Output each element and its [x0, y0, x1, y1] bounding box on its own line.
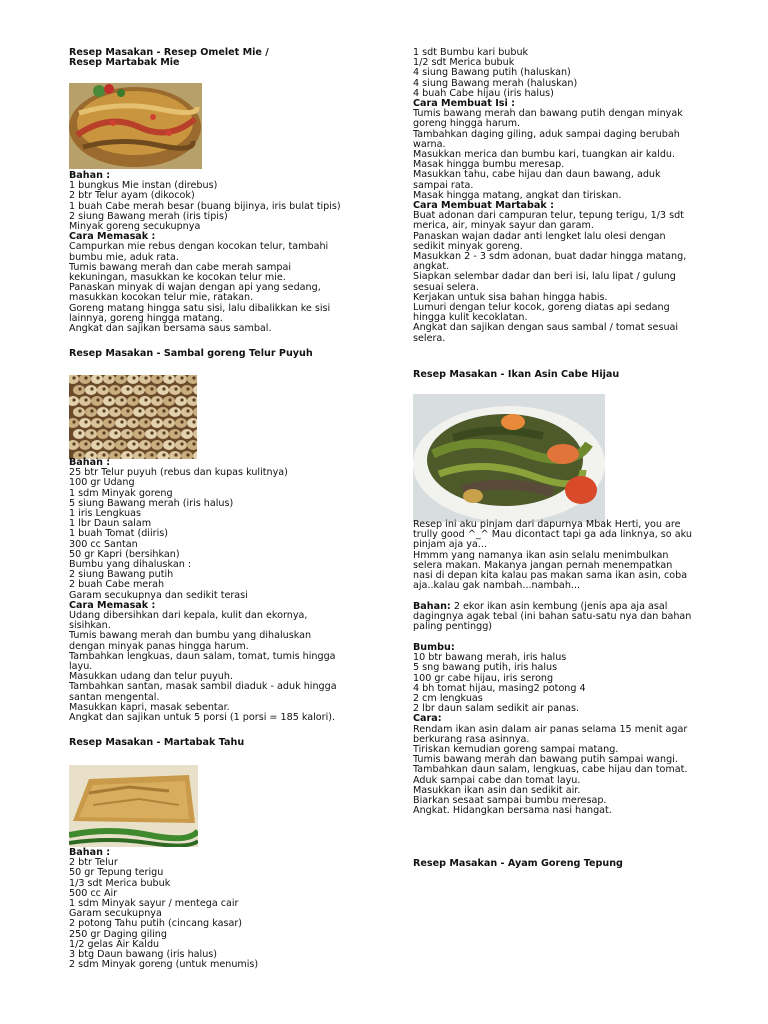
heading-text: Cara: — [413, 713, 442, 725]
line-text: Udang dibersihkan dari kepala, kulit dan ekornya, — [69, 610, 308, 622]
heading-text: Bumbu: — [413, 642, 455, 653]
line-text: 1/3 sdt Merica bubuk — [69, 877, 171, 889]
line-text: 3 btg Daun bawang (iris halus) — [69, 949, 218, 961]
line-text: masukkan kocokan telur mie, ratakan. — [69, 292, 254, 304]
line-text: 50 gr Tepung terigu — [69, 867, 164, 879]
line-text: warna. — [413, 138, 446, 150]
line-text: Aduk sampai cabe dan tomat layu. — [413, 774, 581, 786]
recipe-title: Resep Masakan - Ayam Goreng Tepung — [413, 858, 623, 869]
line-text: 2 btr Telur — [69, 857, 118, 869]
line-text: selera makan. Makanya jangan pernah menempatkan — [413, 559, 673, 571]
quail-eggs-photo — [69, 375, 197, 459]
line-text: 1 sdm Minyak goreng — [69, 487, 173, 499]
line-text: dengan minyak panas hingga harum. — [69, 640, 249, 652]
line-text: 1 bungkus Mie instan (direbus) — [69, 180, 218, 192]
line-text: goreng hingga harum. — [413, 118, 521, 130]
line-text: sesuai selera. — [413, 281, 479, 293]
line-text: 4 buah Cabe hijau (iris halus) — [413, 87, 554, 99]
sambal-title — [69, 349, 369, 359]
recipe-title: Resep Masakan - Resep Omelet Mie / — [69, 47, 269, 58]
line-text: lainnya, goreng hingga matang. — [69, 312, 223, 324]
sambal-body — [69, 458, 369, 723]
line-text: Tambahkan santan, masak sambil diaduk - aduk hingga — [69, 681, 337, 693]
line-text: Panaskan wajan dadar anti lengket lalu olesi dengan — [413, 230, 666, 242]
ikan-bumbu — [413, 643, 713, 816]
line-text: trully good ^_^ Mau dicontact tapi ga ada linknya, so aku — [413, 529, 692, 541]
recipe-line — [413, 130, 713, 140]
ayam-title — [413, 859, 713, 869]
line-text: 2 siung Bawang merah (iris tipis) — [69, 210, 228, 222]
ikan-bahan — [413, 602, 713, 633]
ikan-title — [413, 370, 713, 380]
line-text: santan mengental. — [69, 691, 160, 703]
heading-text: Cara Membuat Isi : — [413, 98, 515, 110]
line-text: 4 siung Bawang putih (haluskan) — [413, 67, 571, 79]
line-text: pinjam aja ya... — [413, 539, 487, 551]
line-text: 2 ekor ikan asin kembung (jenis apa aja asal — [450, 601, 668, 612]
line-text: Lumuri dengan telur kocok, goreng diatas api sedang — [413, 302, 670, 314]
heading-text: Cara Memasak : — [69, 231, 156, 243]
recipe-line — [69, 611, 369, 621]
line-text: Masukkan udang dan telur puyuh. — [69, 671, 234, 683]
line-text: Minyak goreng secukupnya — [69, 221, 201, 233]
heading-text: Bahan : — [69, 847, 111, 858]
line-text: Masak hingga bumbu meresap. — [413, 159, 565, 171]
line-text: 5 siung Bawang merah (iris halus) — [69, 497, 234, 509]
line-text: Goreng matang hingga satu sisi, lalu dibalikkan ke sisi — [69, 302, 331, 314]
line-text: 1/2 sdt Merica bubuk — [413, 57, 515, 69]
recipe-title: Resep Martabak Mie — [69, 57, 180, 69]
line-text: 500 cc Air — [69, 887, 118, 899]
recipe-line — [413, 581, 713, 591]
line-text: angkat. — [413, 261, 450, 273]
line-text: merica, air, minyak sayur dan garam. — [413, 220, 594, 232]
recipe-line — [413, 806, 713, 816]
line-text: Campurkan mie rebus dengan kocokan telur, tambahi — [69, 241, 329, 253]
recipe-line — [413, 334, 713, 344]
line-text: 1 sdt Bumbu kari bubuk — [413, 47, 529, 58]
line-text: Hmmm yang namanya ikan asin selalu menimbulkan — [413, 549, 669, 561]
line-text: Masukkan 2 - 3 sdm adonan, buat dadar hingga matang, — [413, 251, 687, 263]
line-text: Masukkan ikan asin dan sedikit air. — [413, 784, 581, 796]
line-text: Garam secukupnya dan sedikit terasi — [69, 589, 248, 601]
line-text: Siapkan selembar dadar dan beri isi, lalu lipat / gulung — [413, 271, 676, 283]
line-text: 1/2 gelas Air Kaldu — [69, 938, 160, 950]
line-text: Angkat. Hidangkan bersama nasi hangat. — [413, 805, 612, 817]
line-text: Tiriskan kemudian goreng sampai matang. — [413, 744, 619, 756]
ikan-asin-photo — [413, 394, 605, 522]
recipe-title: Resep Masakan - Sambal goreng Telur Puyuh — [69, 348, 313, 359]
line-text: kekuningan, masukkan ke kocokan telur mie. — [69, 272, 286, 284]
line-text: sedikit minyak goreng. — [413, 240, 523, 252]
line-text: 2 sdm Minyak goreng (untuk menumis) — [69, 959, 259, 971]
line-text: Masukkan kapri, masak sebentar. — [69, 701, 230, 713]
line-text: 1 buah Tomat (diiris) — [69, 528, 168, 540]
heading-text: Bahan : — [69, 457, 111, 468]
line-text: 1 lbr Daun salam — [69, 518, 152, 530]
line-text: Masak hingga matang, angkat dan tiriskan. — [413, 189, 622, 201]
line-text: Rendam ikan asin dalam air panas selama 15 menit agar — [413, 723, 688, 735]
line-text: Masukkan merica dan bumbu kari, tuangkan air kaldu. — [413, 149, 676, 161]
recipe-line — [413, 622, 713, 632]
line-text: Angkat dan sajikan dengan saus sambal / tomat sesuai — [413, 322, 679, 334]
line-text: 2 lbr daun salam sedikit air panas. — [413, 703, 580, 715]
line-text: 4 siung Bawang merah (haluskan) — [413, 77, 578, 89]
line-text: Tumis bawang merah dan cabe merah sampai — [69, 261, 292, 273]
recipe-line — [69, 652, 369, 662]
omelet-body — [69, 171, 369, 334]
recipe-line — [69, 960, 369, 970]
line-text: 300 cc Santan — [69, 538, 138, 550]
line-text: Resep ini aku pinjam dari dapurnya Mbak Herti, you are — [413, 519, 681, 530]
line-text: nasi di depan kita kalau pas makan sama ikan asin, coba — [413, 570, 688, 582]
ikan-intro — [413, 520, 713, 591]
line-text: 5 sng bawang putih, iris halus — [413, 662, 558, 674]
line-text: layu. — [69, 661, 93, 673]
line-text: 50 gr Kapri (bersihkan) — [69, 548, 180, 560]
line-text: 250 gr Daging giling — [69, 928, 167, 940]
line-text: Tumis bawang merah dan bawang putih dengan minyak — [413, 108, 683, 120]
recipe-line — [413, 252, 713, 262]
tahu-title — [69, 738, 369, 748]
tahu-body — [69, 848, 369, 970]
line-text: Tambahkan daging giling, aduk sampai daging berubah — [413, 128, 680, 140]
line-text: Tumis bawang merah dan bumbu yang dihaluskan — [69, 630, 312, 642]
omelet-photo — [69, 83, 202, 169]
line-text: Tambahkan lengkuas, daun salam, tomat, tumis hingga — [69, 650, 336, 662]
line-text: Angkat dan sajikan bersama saus sambal. — [69, 323, 272, 335]
recipe-title: Resep Masakan - Martabak Tahu — [69, 737, 245, 748]
line-text: sisihkan. — [69, 620, 111, 632]
heading-text: Cara Memasak : — [69, 599, 156, 611]
heading-text: Bahan: — [413, 601, 451, 612]
line-text: dagingnya agak tebal (ini bahan satu-satu nya dan bahan — [413, 611, 692, 623]
recipe-line — [69, 324, 369, 334]
line-text: 2 buah Cabe merah — [69, 579, 165, 591]
line-text: Kerjakan untuk sisa bahan hingga habis. — [413, 291, 608, 303]
recipe-title: Resep Masakan - Ikan Asin Cabe Hijau — [413, 369, 620, 380]
line-text: Buat adonan dari campuran telur, tepung terigu, 1/3 sdt — [413, 210, 684, 222]
heading-text: Bahan : — [69, 170, 111, 181]
line-text: 2 potong Tahu putih (cincang kasar) — [69, 918, 243, 930]
line-text: Garam secukupnya — [69, 908, 162, 920]
martabak-tahu-photo — [69, 765, 198, 847]
line-text: Angkat dan sajikan untuk 5 porsi (1 porsi = 185 kalori). — [69, 712, 336, 724]
recipe-line — [69, 713, 369, 723]
line-text: sampai rata. — [413, 179, 474, 191]
tahu-continued — [413, 48, 713, 344]
line-text: 2 cm lengkuas — [413, 693, 483, 705]
line-text: 2 siung Bawang putih — [69, 569, 174, 581]
line-text: berkurang rasa asinnya. — [413, 733, 530, 745]
line-text: 1 buah Cabe merah besar (buang bijinya, iris bulat tipis) — [69, 200, 341, 212]
line-text: 1 iris Lengkuas — [69, 508, 141, 520]
line-text: Bumbu yang dihaluskan : — [69, 559, 192, 571]
line-text: Masukkan tahu, cabe hijau dan daun bawang, aduk — [413, 169, 661, 181]
line-text: 100 gr cabe hijau, iris serong — [413, 672, 554, 684]
line-text: Tumis bawang merah dan bawang putih sampai wangi. — [413, 754, 678, 766]
line-text: Tambahkan daun salam, lengkuas, cabe hijau dan tomat. — [413, 764, 688, 776]
heading-text: Cara Membuat Martabak : — [413, 200, 554, 212]
line-text: 1 sdm Minyak sayur / mentega cair — [69, 898, 239, 910]
line-text: paling pentingg) — [413, 621, 493, 633]
line-text: 25 btr Telur puyuh (rebus dan kupas kulitnya) — [69, 467, 288, 479]
omelet-title — [69, 48, 369, 68]
line-text: hingga kulit kecoklatan. — [413, 312, 528, 324]
line-text: Panaskan minyak di wajan dengan api yang sedang, — [69, 282, 321, 294]
line-text: 4 bh tomat hijau, masing2 potong 4 — [413, 682, 586, 694]
line-text: 10 btr bawang merah, iris halus — [413, 652, 567, 664]
line-text: 100 gr Udang — [69, 477, 135, 489]
line-text: selera. — [413, 332, 446, 344]
line-text: Biarkan sesaat sampai bumbu meresap. — [413, 795, 607, 807]
line-text: 2 btr Telur ayam (dikocok) — [69, 190, 195, 202]
line-text: aja..kalau gak nambah...nambah... — [413, 580, 581, 592]
line-text: bumbu mie, aduk rata. — [69, 251, 179, 263]
recipe-line — [413, 323, 713, 333]
recipe-line — [413, 704, 713, 714]
